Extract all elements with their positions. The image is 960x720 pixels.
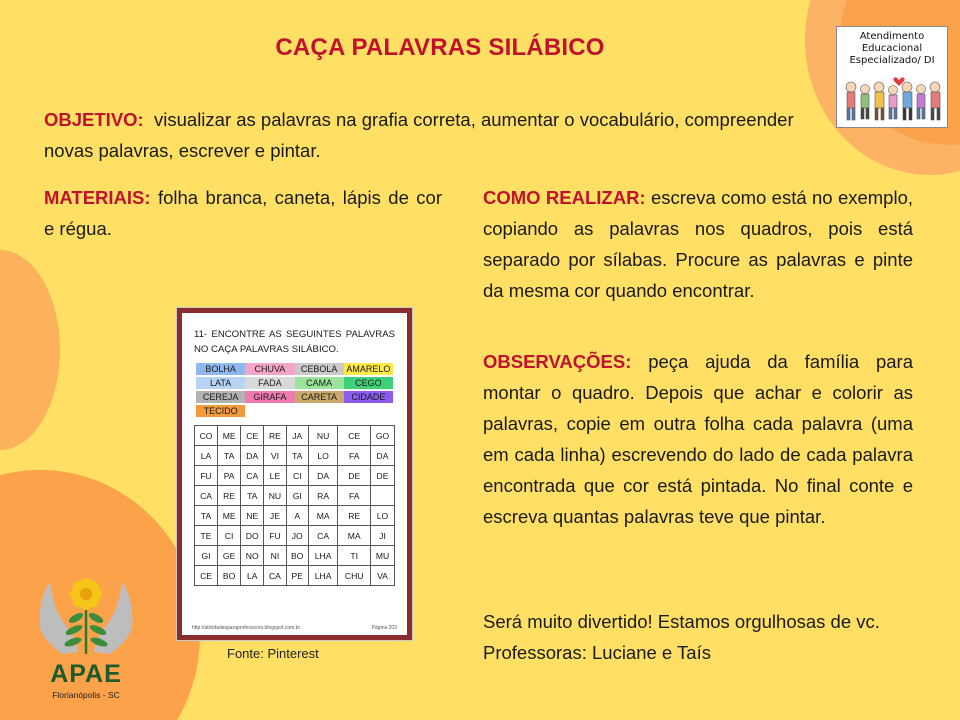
grid-cell: DA [241, 446, 264, 466]
grid-cell [371, 486, 395, 506]
grid-cell: CO [195, 426, 218, 446]
children-illustration-icon [841, 77, 945, 123]
grid-cell: FU [264, 526, 286, 546]
grid-cell: ME [218, 506, 241, 526]
grid-cell: VA [371, 566, 395, 586]
worksheet-word: CHUVA [245, 363, 294, 375]
grid-cell: LHA [308, 546, 337, 566]
grid-cell: NI [264, 546, 286, 566]
grid-row [195, 486, 395, 506]
grid-cell: LE [264, 466, 286, 486]
image-source-caption: Fonte: Pinterest [227, 646, 319, 661]
worksheet-word: BOLHA [196, 363, 245, 375]
grid-cell: RE [338, 506, 371, 526]
grid-cell: BO [286, 546, 308, 566]
observacoes-label: OBSERVAÇÕES: [483, 351, 632, 372]
grid-row [195, 506, 395, 526]
aee-logo-line: Especializado/ DI [849, 55, 935, 66]
aee-logo-line: Atendimento [859, 31, 925, 42]
grid-row [195, 546, 395, 566]
grid-cell: RA [308, 486, 337, 506]
observacoes-paragraph [483, 346, 913, 532]
grid-cell: FA [338, 446, 371, 466]
worksheet-syllable-grid [194, 425, 395, 586]
grid-cell: GI [286, 486, 308, 506]
teachers-line: Professoras: Luciane e Taís [483, 642, 711, 663]
materiais-paragraph [44, 182, 442, 244]
worksheet-word: CEREJA [196, 391, 245, 403]
worksheet-word: CEGO [344, 377, 393, 389]
grid-cell: NU [308, 426, 337, 446]
grid-cell: VI [264, 446, 286, 466]
grid-cell: DE [371, 466, 395, 486]
worksheet-word: CEBOLA [295, 363, 344, 375]
closing-message: Será muito divertido! Estamos orgulhosas de vc. [483, 611, 880, 632]
apae-city: Florianópolis - SC [52, 690, 120, 700]
grid-cell: FU [195, 466, 218, 486]
grid-cell: TA [218, 446, 241, 466]
grid-cell: RE [264, 426, 286, 446]
grid-cell: NE [241, 506, 264, 526]
grid-cell: MA [308, 506, 337, 526]
worksheet-word: CAMA [295, 377, 344, 389]
worksheet-word: CARETA [295, 391, 344, 403]
grid-cell: CI [218, 526, 241, 546]
grid-cell: MA [338, 526, 371, 546]
decor-blob-left [0, 250, 60, 450]
worksheet-footer-page: Página 203 [371, 625, 397, 631]
grid-cell: LO [308, 446, 337, 466]
grid-cell: LA [241, 566, 264, 586]
grid-cell: MU [371, 546, 395, 566]
grid-cell: DE [338, 466, 371, 486]
grid-cell: NU [264, 486, 286, 506]
grid-cell: CA [264, 566, 286, 586]
worksheet-instruction: 11- ENCONTRE AS SEGUINTES PALAVRAS NO CAÇA PALAVRAS SILÁBICO. [194, 329, 395, 355]
grid-cell: GO [371, 426, 395, 446]
closing-paragraph [483, 606, 913, 668]
worksheet-word: FADA [245, 377, 294, 389]
aee-logo [836, 26, 948, 128]
grid-cell: GI [195, 546, 218, 566]
worksheet-word: TECIDO [196, 405, 245, 417]
aee-logo-line: Educacional [861, 43, 923, 54]
grid-cell: A [286, 506, 308, 526]
grid-cell: FA [338, 486, 371, 506]
grid-cell: CHU [338, 566, 371, 586]
grid-row [195, 526, 395, 546]
worksheet-word-list [196, 363, 393, 417]
grid-cell: BO [218, 566, 241, 586]
objetivo-label: OBJETIVO: [44, 109, 144, 130]
grid-cell: ME [218, 426, 241, 446]
grid-cell: CA [308, 526, 337, 546]
worksheet-footer-url: http://atividadesparaprofessores.blogspot.com.br [192, 625, 301, 631]
grid-cell: DA [371, 446, 395, 466]
grid-cell: NO [241, 546, 264, 566]
observacoes-text: peça ajuda da família para montar o quadro. Depois que achar e colorir as palavras, copie em outra folha cada palavra (uma em cada linha) escrevendo do lado de cada palavra encontrada que cor está pintada. No final conte e escreva quantas palavras teve que pintar. [483, 351, 913, 527]
grid-cell: TI [338, 546, 371, 566]
como-realizar-text: escreva como está no exemplo, copiando as palavras nos quadros, pois está separado por sílabas. Procure as palavras e pinte da mesma cor quando encontrar. [483, 187, 914, 301]
materiais-text: folha branca, caneta, lápis de cor e régua. [44, 187, 442, 239]
apae-hands-flower-icon [32, 572, 140, 662]
grid-cell: DO [241, 526, 264, 546]
grid-cell: CI [286, 466, 308, 486]
grid-cell: RE [218, 486, 241, 506]
aee-logo-text [837, 31, 947, 67]
como-realizar-label: COMO REALIZAR: [483, 187, 646, 208]
grid-cell: CE [338, 426, 371, 446]
apae-name: APAE [50, 660, 122, 688]
worksheet-word: GIRAFA [245, 391, 294, 403]
grid-cell: JA [286, 426, 308, 446]
objetivo-text: visualizar as palavras na grafia correta, aumentar o vocabulário, compreender novas palavras, escrever e pintar. [44, 109, 794, 161]
worksheet-word: AMARELO [344, 363, 393, 375]
grid-row [195, 466, 395, 486]
grid-cell: GE [218, 546, 241, 566]
grid-cell: PA [218, 466, 241, 486]
worksheet-word: CIDADE [344, 391, 393, 403]
como-realizar-paragraph [483, 182, 913, 306]
worksheet-word: LATA [196, 377, 245, 389]
grid-cell: CE [241, 426, 264, 446]
page-title: CAÇA PALAVRAS SILÁBICO [275, 34, 605, 61]
grid-cell: JO [286, 526, 308, 546]
grid-cell: JE [264, 506, 286, 526]
grid-row [195, 566, 395, 586]
grid-row [195, 426, 395, 446]
objetivo-paragraph [44, 104, 814, 166]
grid-cell: TA [195, 506, 218, 526]
grid-cell: PE [286, 566, 308, 586]
grid-cell: TE [195, 526, 218, 546]
grid-cell: DA [308, 466, 337, 486]
grid-cell: CA [195, 486, 218, 506]
grid-cell: CA [241, 466, 264, 486]
apae-logo [32, 572, 140, 707]
grid-cell: LHA [308, 566, 337, 586]
grid-cell: TA [286, 446, 308, 466]
grid-cell: CE [195, 566, 218, 586]
word-search-worksheet-image [177, 308, 412, 640]
grid-cell: JI [371, 526, 395, 546]
worksheet-footer [192, 625, 397, 631]
grid-cell: LA [195, 446, 218, 466]
grid-row [195, 446, 395, 466]
grid-cell: LO [371, 506, 395, 526]
materiais-label: MATERIAIS: [44, 187, 151, 208]
grid-cell: TA [241, 486, 264, 506]
